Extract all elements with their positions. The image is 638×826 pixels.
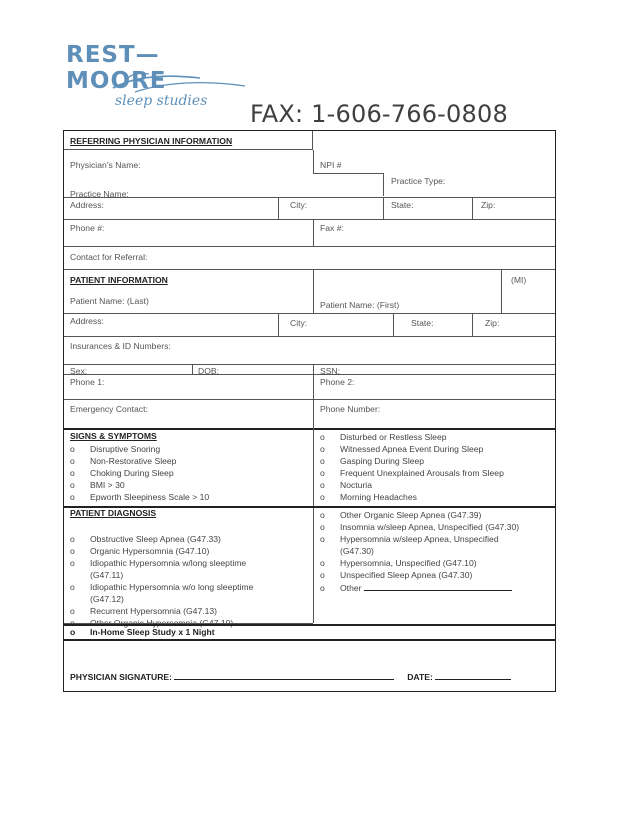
checklist-item[interactable] [70,558,246,568]
divider [64,219,555,220]
home-study-label: In-Home Sleep Study x 1 Night [90,627,215,637]
physician-zip-field[interactable]: Zip: [481,200,496,210]
divider [472,313,473,336]
checkbox-bullet[interactable]: o [70,582,75,592]
logo-brand: REST—MOORE [66,42,167,94]
checklist-item-label: Idiopathic Hypersomnia w/o long sleeptime [90,582,254,592]
patient-heading: PATIENT INFORMATION [70,275,168,285]
checkbox-bullet[interactable]: o [70,546,75,556]
checklist-item-label: Disturbed or Restless Sleep [340,432,447,442]
ssn-field[interactable]: SSN: [320,366,341,376]
checklist-item[interactable] [320,456,424,466]
checklist-item[interactable] [320,558,477,568]
logo-tagline: sleep studies [115,93,208,109]
checkbox-bullet[interactable]: o [320,522,325,532]
middle-initial-field[interactable]: (MI) [511,275,527,285]
date-label: DATE: [407,672,433,682]
checklist-item[interactable] [320,570,472,580]
divider [472,197,473,219]
divider [383,173,384,196]
checkbox-bullet[interactable]: o [70,618,75,628]
referral-form [63,130,556,692]
checklist-item[interactable] [320,522,519,532]
divider [64,336,555,337]
checklist-item[interactable] [70,534,221,544]
divider [64,639,555,641]
patient-address-field[interactable]: Address: [70,316,104,326]
npi-field[interactable]: NPI # [320,160,342,170]
checkbox-bullet[interactable]: o [70,480,75,490]
checklist-item[interactable] [320,510,481,520]
signs-heading: SIGNS & SYMPTOMS [70,431,157,441]
divider [64,269,555,270]
phone1-field[interactable]: Phone 1: [70,377,105,387]
patient-first-name-field[interactable]: Patient Name: (First) [320,300,400,310]
checklist-item-label: Other [340,583,362,593]
divider [383,197,384,219]
checkbox-bullet[interactable]: o [70,534,75,544]
dob-field[interactable]: DOB: [198,366,220,376]
checklist-item[interactable] [70,492,209,502]
checklist-item-label: Obstructive Sleep Apnea (G47.33) [90,534,221,544]
logo-swoosh-icon [105,68,255,96]
checklist-item[interactable] [320,582,512,593]
checklist-item-label: (G47.11) [90,570,124,580]
fax-number: FAX: 1-606-766-0808 [250,100,508,128]
divider [393,313,394,336]
divider [64,374,555,375]
signature-line[interactable] [174,671,394,680]
checkbox-bullet[interactable]: o [70,606,75,616]
divider [278,197,279,219]
checklist-item-label: Other Organic Sleep Apnea (G47.39) [340,510,482,520]
divider [313,173,383,174]
checkbox-bullet[interactable]: o [320,558,325,568]
checkbox-bullet[interactable]: o [70,627,76,637]
divider [64,313,555,314]
sex-field[interactable]: Sex: [70,366,88,376]
checkbox-bullet[interactable]: o [320,444,325,454]
checkbox-bullet[interactable]: o [70,456,75,466]
checklist-item[interactable] [320,468,504,478]
checklist-item[interactable] [70,594,124,604]
checklist-item-label: Epworth Sleepiness Scale > 10 [90,492,210,502]
divider [64,399,555,400]
checkbox-bullet[interactable]: o [320,534,325,544]
insurance-field[interactable]: Insurances & ID Numbers: [70,341,171,351]
checklist-item-label: Hypersomnia w/sleep Apnea, Unspecified [340,534,499,544]
divider [192,364,193,374]
checklist-item-label: (G47.12) [90,594,124,604]
physician-city-field[interactable]: City: [290,200,308,210]
checklist-item[interactable] [320,546,374,556]
emergency-phone-field[interactable]: Phone Number: [320,404,381,414]
date-line[interactable] [435,671,511,680]
checklist-item[interactable] [70,582,253,592]
checklist-item[interactable] [70,456,176,466]
checklist-item[interactable] [320,444,483,454]
physician-phone-field[interactable]: Phone #: [70,223,105,233]
divider [64,364,555,365]
divider [313,219,314,246]
checklist-item[interactable] [70,444,160,454]
practice-name-field[interactable]: Practice Name: [70,189,129,199]
divider [313,150,314,173]
checklist-item[interactable] [70,468,174,478]
checklist-item[interactable] [320,492,417,502]
checkbox-bullet[interactable]: o [70,558,75,568]
checkbox-bullet[interactable]: o [320,480,325,490]
checklist-item-label: Unspecified Sleep Apnea (G47.30) [340,570,473,580]
physician-address-field[interactable]: Address: [70,200,104,210]
checklist-item[interactable] [70,570,123,580]
physician-name-field[interactable]: Physician’s Name: [70,160,141,170]
checklist-item[interactable] [320,480,372,490]
checkbox-bullet[interactable]: o [320,510,325,520]
referring-heading: REFERRING PHYSICIAN INFORMATION [70,136,233,146]
checklist-item[interactable] [320,432,447,442]
signature-label: PHYSICIAN SIGNATURE: [70,672,173,682]
checklist-item[interactable] [70,480,125,490]
checkbox-bullet[interactable]: o [320,583,325,593]
checkbox-bullet[interactable]: o [70,444,75,454]
divider [64,624,555,626]
company-logo [60,38,260,128]
checklist-item-label: (G47.30) [340,546,374,556]
home-study-option[interactable] [70,627,215,637]
checklist-item-label: BMI > 30 [90,480,125,490]
checklist-item-label: Organic Hypersomnia (G47.10) [90,546,210,556]
divider [501,269,502,313]
signature-row [70,671,511,682]
physician-state-field[interactable]: State: [391,200,414,210]
divider [278,313,279,336]
checklist-item-label: Non-Restorative Sleep [90,456,177,466]
checklist-item-label: Other Organic Hypersomnia (G47.19) [90,618,234,628]
patient-last-name-field[interactable]: Patient Name: (Last) [70,296,149,306]
divider [64,246,555,247]
checkbox-bullet[interactable]: o [70,468,75,478]
emergency-contact-field[interactable]: Emergency Contact: [70,404,148,414]
other-text-line[interactable] [364,582,512,591]
checklist-item[interactable] [70,606,217,616]
divider [64,149,312,150]
diagnosis-heading: PATIENT DIAGNOSIS [70,508,157,518]
checklist-item-label: Choking During Sleep [90,468,174,478]
checklist-item-label: Frequent Unexplained Arousals from Sleep [340,468,504,478]
checklist-item-label: Witnessed Apnea Event During Sleep [340,444,484,454]
practice-type-field[interactable]: Practice Type: [391,176,446,186]
checkbox-bullet[interactable]: o [320,432,325,442]
patient-zip-field[interactable]: Zip: [485,318,500,328]
divider [64,197,555,198]
checklist-item-label: Morning Headaches [340,492,417,502]
checkbox-bullet[interactable]: o [320,468,325,478]
checklist-item-label: Nocturia [340,480,372,490]
divider [64,428,555,430]
checklist-item-label: Hypersomnia, Unspecified (G47.10) [340,558,477,568]
checklist-item-label: Gasping During Sleep [340,456,425,466]
checklist-item[interactable] [70,546,209,556]
divider [313,269,314,313]
checklist-item-label: Disruptive Snoring [90,444,161,454]
divider [313,428,314,623]
divider [312,131,313,150]
contact-referral-field[interactable]: Contact for Referral: [70,252,148,262]
physician-fax-field[interactable]: Fax #: [320,223,344,233]
checkbox-bullet[interactable]: o [320,456,325,466]
phone2-field[interactable]: Phone 2: [320,377,355,387]
checklist-item-label: Idiopathic Hypersomnia w/long sleeptime [90,558,247,568]
patient-state-field[interactable]: State: [411,318,434,328]
checkbox-bullet[interactable]: o [320,570,325,580]
checklist-item-label: Recurrent Hypersomnia (G47.13) [90,606,218,616]
checkbox-bullet[interactable]: o [70,492,75,502]
checklist-item-label: Insomnia w/sleep Apnea, Unspecified (G47.30) [340,522,520,532]
checkbox-bullet[interactable]: o [320,492,325,502]
checklist-item[interactable] [320,534,499,544]
patient-city-field[interactable]: City: [290,318,308,328]
